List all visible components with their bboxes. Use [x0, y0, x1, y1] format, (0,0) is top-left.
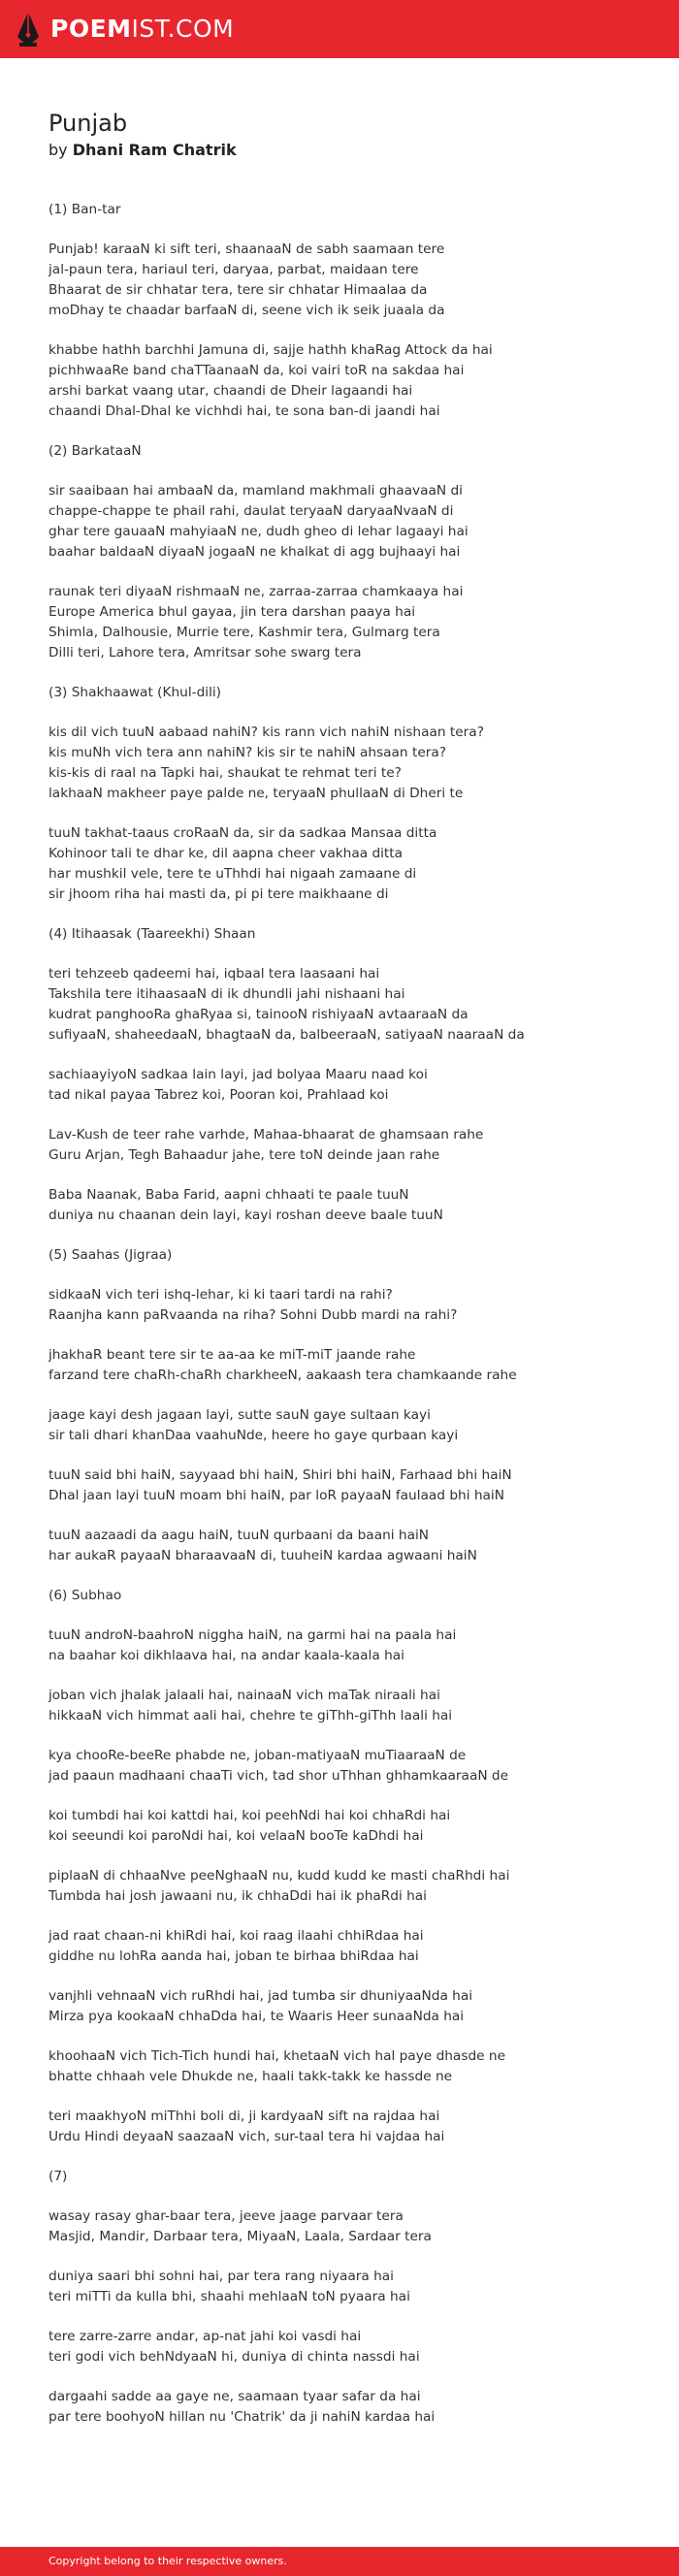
- poem-stanza: [48, 1806, 640, 1847]
- poem-stanza: [48, 1345, 640, 1386]
- poem-line: moDhay te chaadar barfaaN di, seene vich ik seik juaala da: [48, 303, 445, 318]
- poem-line: hikkaaN vich himmat aali hai, chehre te giThh-giThh laali hai: [48, 1708, 453, 1723]
- poem-line: par tere boohyoN hillan nu 'Chatrik' da ji nahiN kardaa hai: [48, 2409, 436, 2425]
- logo-light-text: IST.COM: [131, 15, 235, 43]
- poem-line: joban vich jhalak jalaali hai, nainaaN vich maTak niraali hai: [48, 1688, 440, 1703]
- poem-line: sachiaayiyoN sadkaa lain layi, jad bolyaa Maaru naad koi: [48, 1067, 428, 1082]
- poem-stanza: [48, 1986, 640, 2027]
- poem-stanza: [48, 1926, 640, 1967]
- poem-line: Kohinoor tali te dhar ke, dil aapna cheer vakhaa ditta: [48, 846, 404, 861]
- pen-nib-icon: [16, 10, 41, 48]
- poem-stanza: [48, 823, 640, 905]
- poem-line: duniya saari bhi sohni hai, par tera rang niyaara hai: [48, 2269, 394, 2284]
- poem-line: har mushkil vele, tere te uThhdi hai nigaah zamaane di: [48, 866, 417, 882]
- poem-line: chappe-chappe te phail rahi, daulat teryaaN daryaaNvaaN di: [48, 503, 454, 519]
- poem-line: lakhaaN makheer paye palde ne, teryaaN phullaaN di Dheri te: [48, 786, 464, 801]
- poem-line: Urdu Hindi deyaaN saazaaN vich, sur-taal tera hi vajdaa hai: [48, 2129, 445, 2144]
- poem-line: sufiyaaN, shaheedaaN, bhagtaaN da, balbeeraaN, satiyaaN naaraaN da: [48, 1027, 525, 1043]
- poem-line: jal-paun tera, hariaul teri, daryaa, parbat, maidaan tere: [48, 262, 419, 277]
- poem-stanza: [48, 683, 640, 703]
- poem-line: Guru Arjan, Tegh Bahaadur jahe, tere toN deinde jaan rahe: [48, 1147, 440, 1163]
- poem-line: giddhe nu lohRa aanda hai, joban te birhaa bhiRdaa hai: [48, 1948, 419, 1964]
- poem-line: vanjhli vehnaaN vich ruRhdi hai, jad tumba sir dhuniyaaNda hai: [48, 1988, 473, 2004]
- poem-line: tuuN androN-baahroN niggha haiN, na garmi hai na paala hai: [48, 1627, 457, 1643]
- poem-line: na baahar koi dikhlaava hai, na andar kaala-kaala hai: [48, 1648, 404, 1663]
- poem-line: teri maakhyoN miThhi boli di, ji kardyaaN sift na rajdaa hai: [48, 2109, 440, 2124]
- poem-line: teri miTTi da kulla bhi, shaahi mehlaaN toN pyaara hai: [48, 2289, 410, 2304]
- poem-stanza: [48, 2267, 640, 2307]
- poem-line: jaage kayi desh jagaan layi, sutte sauN gaye sultaan kayi: [48, 1407, 431, 1423]
- poem-line: har aukaR payaaN bharaavaaN di, tuuheiN kardaa agwaani haiN: [48, 1548, 477, 1563]
- poem-line: piplaaN di chhaaNve peeNghaaN nu, kudd kudd ke masti chaRhdi hai: [48, 1868, 510, 1884]
- site-footer: [0, 2547, 679, 2576]
- poem-content: [48, 109, 640, 2447]
- poem-line: kya chooRe-beeRe phabde ne, joban-matiyaaN muTiaaraaN de: [48, 1748, 467, 1763]
- poem-stanza: [48, 441, 640, 462]
- poem-line: (5) Saahas (Jigraa): [48, 1247, 173, 1263]
- poem-author[interactable]: Dhani Ram Chatrik: [72, 141, 237, 159]
- poem-line: bhatte chhaah vele Dhukde ne, haali takk-takk ke hassde ne: [48, 2069, 453, 2084]
- poem-line: chaandi Dhal-Dhal ke vichhdi hai, te sona ban-di jaandi hai: [48, 403, 440, 419]
- poem-line: koi seeundi koi paroNdi hai, koi velaaN booTe kaDhdi hai: [48, 1828, 424, 1844]
- poem-stanza: [48, 200, 640, 220]
- poem-line: raunak teri diyaaN rishmaaN ne, zarraa-zarraa chamkaaya hai: [48, 584, 464, 599]
- poem-line: Bhaarat de sir chhatar tera, tere sir chhatar Himaalaa da: [48, 282, 428, 298]
- poem-stanza: [48, 340, 640, 422]
- poem-stanza: [48, 1686, 640, 1726]
- poem-line: Shimla, Dalhousie, Murrie tere, Kashmir tera, Gulmarg tera: [48, 625, 440, 640]
- poem-line: jhakhaR beant tere sir te aa-aa ke miT-miT jaande rahe: [48, 1347, 416, 1363]
- poem-line: pichhwaaRe band chaTTaanaaN da, koi vairi toR na sakdaa hai: [48, 363, 465, 378]
- logo-strong-text: POEM: [50, 15, 132, 43]
- poem-stanza: [48, 2387, 640, 2428]
- poem-line: Baba Naanak, Baba Farid, aapni chhaati te paale tuuN: [48, 1187, 409, 1203]
- poem-line: Lav-Kush de teer rahe varhde, Mahaa-bhaarat de ghamsaan rahe: [48, 1127, 484, 1143]
- poem-line: (6) Subhao: [48, 1588, 122, 1603]
- poem-line: (4) Itihaasak (Taareekhi) Shaan: [48, 926, 256, 942]
- poem-line: jad raat chaan-ni khiRdi hai, koi raag ilaahi chhiRdaa hai: [48, 1928, 424, 1944]
- poem-title: Punjab: [48, 110, 128, 137]
- poem-stanza: [48, 2167, 640, 2187]
- poem-line: Punjab! karaaN ki sift teri, shaanaaN de sabh saamaan tere: [48, 242, 445, 257]
- poem-line: sir tali dhari khanDaa vaahuNde, heere ho gaye qurbaan kayi: [48, 1428, 459, 1443]
- poem-stanza: [48, 1405, 640, 1446]
- poem-line: (1) Ban-tar: [48, 202, 121, 217]
- site-logo-text: [50, 10, 234, 48]
- poem-stanza: [48, 2107, 640, 2147]
- poem-byline: [48, 140, 640, 161]
- poem-line: tere zarre-zarre andar, ap-nat jahi koi vasdi hai: [48, 2329, 362, 2344]
- poem-stanza: [48, 1065, 640, 1106]
- poem-line: khabbe hathh barchhi Jamuna di, sajje hathh khaRag Attock da hai: [48, 342, 493, 358]
- site-header: [0, 0, 679, 58]
- poem-stanza: [48, 582, 640, 663]
- poem-stanza: [48, 964, 640, 1046]
- poem-line: khoohaaN vich Tich-Tich hundi hai, khetaaN vich hal paye dhasde ne: [48, 2048, 506, 2064]
- poem-line: tuuN said bhi haiN, sayyaad bhi haiN, Shiri bhi haiN, Farhaad bhi haiN: [48, 1467, 512, 1483]
- poem-stanza: [48, 481, 640, 563]
- poem-stanza: [48, 1586, 640, 1606]
- poem-line: Raanjha kann paRvaanda na riha? Sohni Dubb mardi na rahi?: [48, 1307, 458, 1323]
- poem-line: kis muNh vich tera ann nahiN? kis sir te nahiN ahsaan tera?: [48, 745, 447, 760]
- poem-stanza: [48, 1746, 640, 1787]
- copyright-text: Copyright belong to their respective owners.: [48, 2555, 287, 2567]
- poem-line: (7): [48, 2169, 68, 2184]
- poem-stanza: [48, 1626, 640, 1666]
- poem-line: Tumbda hai josh jawaani nu, ik chhaDdi hai ik phaRdi hai: [48, 1888, 427, 1904]
- poem-line: sidkaaN vich teri ishq-lehar, ki ki taari tardi na rahi?: [48, 1287, 393, 1303]
- poem-line: teri godi vich behNdyaaN hi, duniya di chinta nassdi hai: [48, 2349, 420, 2365]
- byline-prefix: by: [48, 141, 68, 159]
- poem-line: Dhal jaan layi tuuN moam bhi haiN, par loR payaaN faulaad bhi haiN: [48, 1488, 504, 1503]
- poem-line: sir saaibaan hai ambaaN da, mamland makhmali ghaavaaN di: [48, 483, 463, 499]
- poem-line: duniya nu chaanan dein layi, kayi roshan deeve baale tuuN: [48, 1208, 443, 1223]
- poem-stanza: [48, 1185, 640, 1226]
- poem-line: (3) Shakhaawat (Khul-dili): [48, 685, 222, 700]
- poem-stanza: [48, 1125, 640, 1166]
- poem-line: ghar tere gauaaN mahyiaaN ne, dudh gheo di lehar lagaayi hai: [48, 524, 469, 539]
- poem-stanza: [48, 924, 640, 945]
- poem-line: Europe America bhul gayaa, jin tera darshan paaya hai: [48, 604, 416, 620]
- poem-line: baahar baldaaN diyaaN jogaaN ne khalkat di agg bujhaayi hai: [48, 544, 461, 560]
- poem-body: [48, 200, 640, 2428]
- poem-line: dargaahi sadde aa gaye ne, saamaan tyaar safar da hai: [48, 2389, 421, 2404]
- poem-stanza: [48, 1465, 640, 1506]
- poem-line: jad paaun madhaani chaaTi vich, tad shor uThhan ghhamkaaraaN de: [48, 1768, 509, 1784]
- poem-line: tad nikal payaa Tabrez koi, Pooran koi, Prahlaad koi: [48, 1087, 389, 1103]
- poem-stanza: [48, 2206, 640, 2247]
- poem-line: sir jhoom riha hai masti da, pi pi tere maikhaane di: [48, 886, 389, 902]
- poem-line: kudrat panghooRa ghaRyaa si, tainooN rishiyaaN avtaaraaN da: [48, 1007, 469, 1022]
- poem-line: tuuN takhat-taaus croRaaN da, sir da sadkaa Mansaa ditta: [48, 825, 437, 841]
- site-logo[interactable]: [16, 10, 234, 48]
- poem-stanza: [48, 1285, 640, 1326]
- poem-line: kis dil vich tuuN aabaad nahiN? kis rann vich nahiN nishaan tera?: [48, 724, 484, 740]
- poem-line: arshi barkat vaang utar, chaandi de Dheir lagaandi hai: [48, 383, 413, 399]
- poem-stanza: [48, 1245, 640, 1266]
- poem-stanza: [48, 2046, 640, 2087]
- poem-line: Masjid, Mandir, Darbaar tera, MiyaaN, Laala, Sardaar tera: [48, 2229, 432, 2244]
- poem-line: farzand tere chaRh-chaRh charkheeN, aakaash tera chamkaande rahe: [48, 1368, 517, 1383]
- poem-line: wasay rasay ghar-baar tera, jeeve jaage parvaar tera: [48, 2208, 404, 2224]
- poem-stanza: [48, 1866, 640, 1907]
- poem-line: Dilli teri, Lahore tera, Amritsar sohe swarg tera: [48, 645, 362, 660]
- poem-line: Takshila tere itihaasaaN di ik dhundli jahi nishaani hai: [48, 986, 405, 1002]
- poem-line: (2) BarkataaN: [48, 443, 142, 459]
- poem-line: tuuN aazaadi da aagu haiN, tuuN qurbaani da baani haiN: [48, 1528, 430, 1543]
- poem-line: kis-kis di raal na Tapki hai, shaukat te rehmat teri te?: [48, 765, 402, 781]
- poem-stanza: [48, 2327, 640, 2367]
- poem-stanza: [48, 240, 640, 321]
- poem-stanza: [48, 1526, 640, 1566]
- poem-line: teri tehzeeb qadeemi hai, iqbaal tera laasaani hai: [48, 966, 380, 982]
- poem-stanza: [48, 723, 640, 804]
- poem-line: Mirza pya kookaaN chhaDda hai, te Waaris Heer sunaaNda hai: [48, 2009, 465, 2024]
- poem-line: koi tumbdi hai koi kattdi hai, koi peehNdi hai koi chhaRdi hai: [48, 1808, 451, 1823]
